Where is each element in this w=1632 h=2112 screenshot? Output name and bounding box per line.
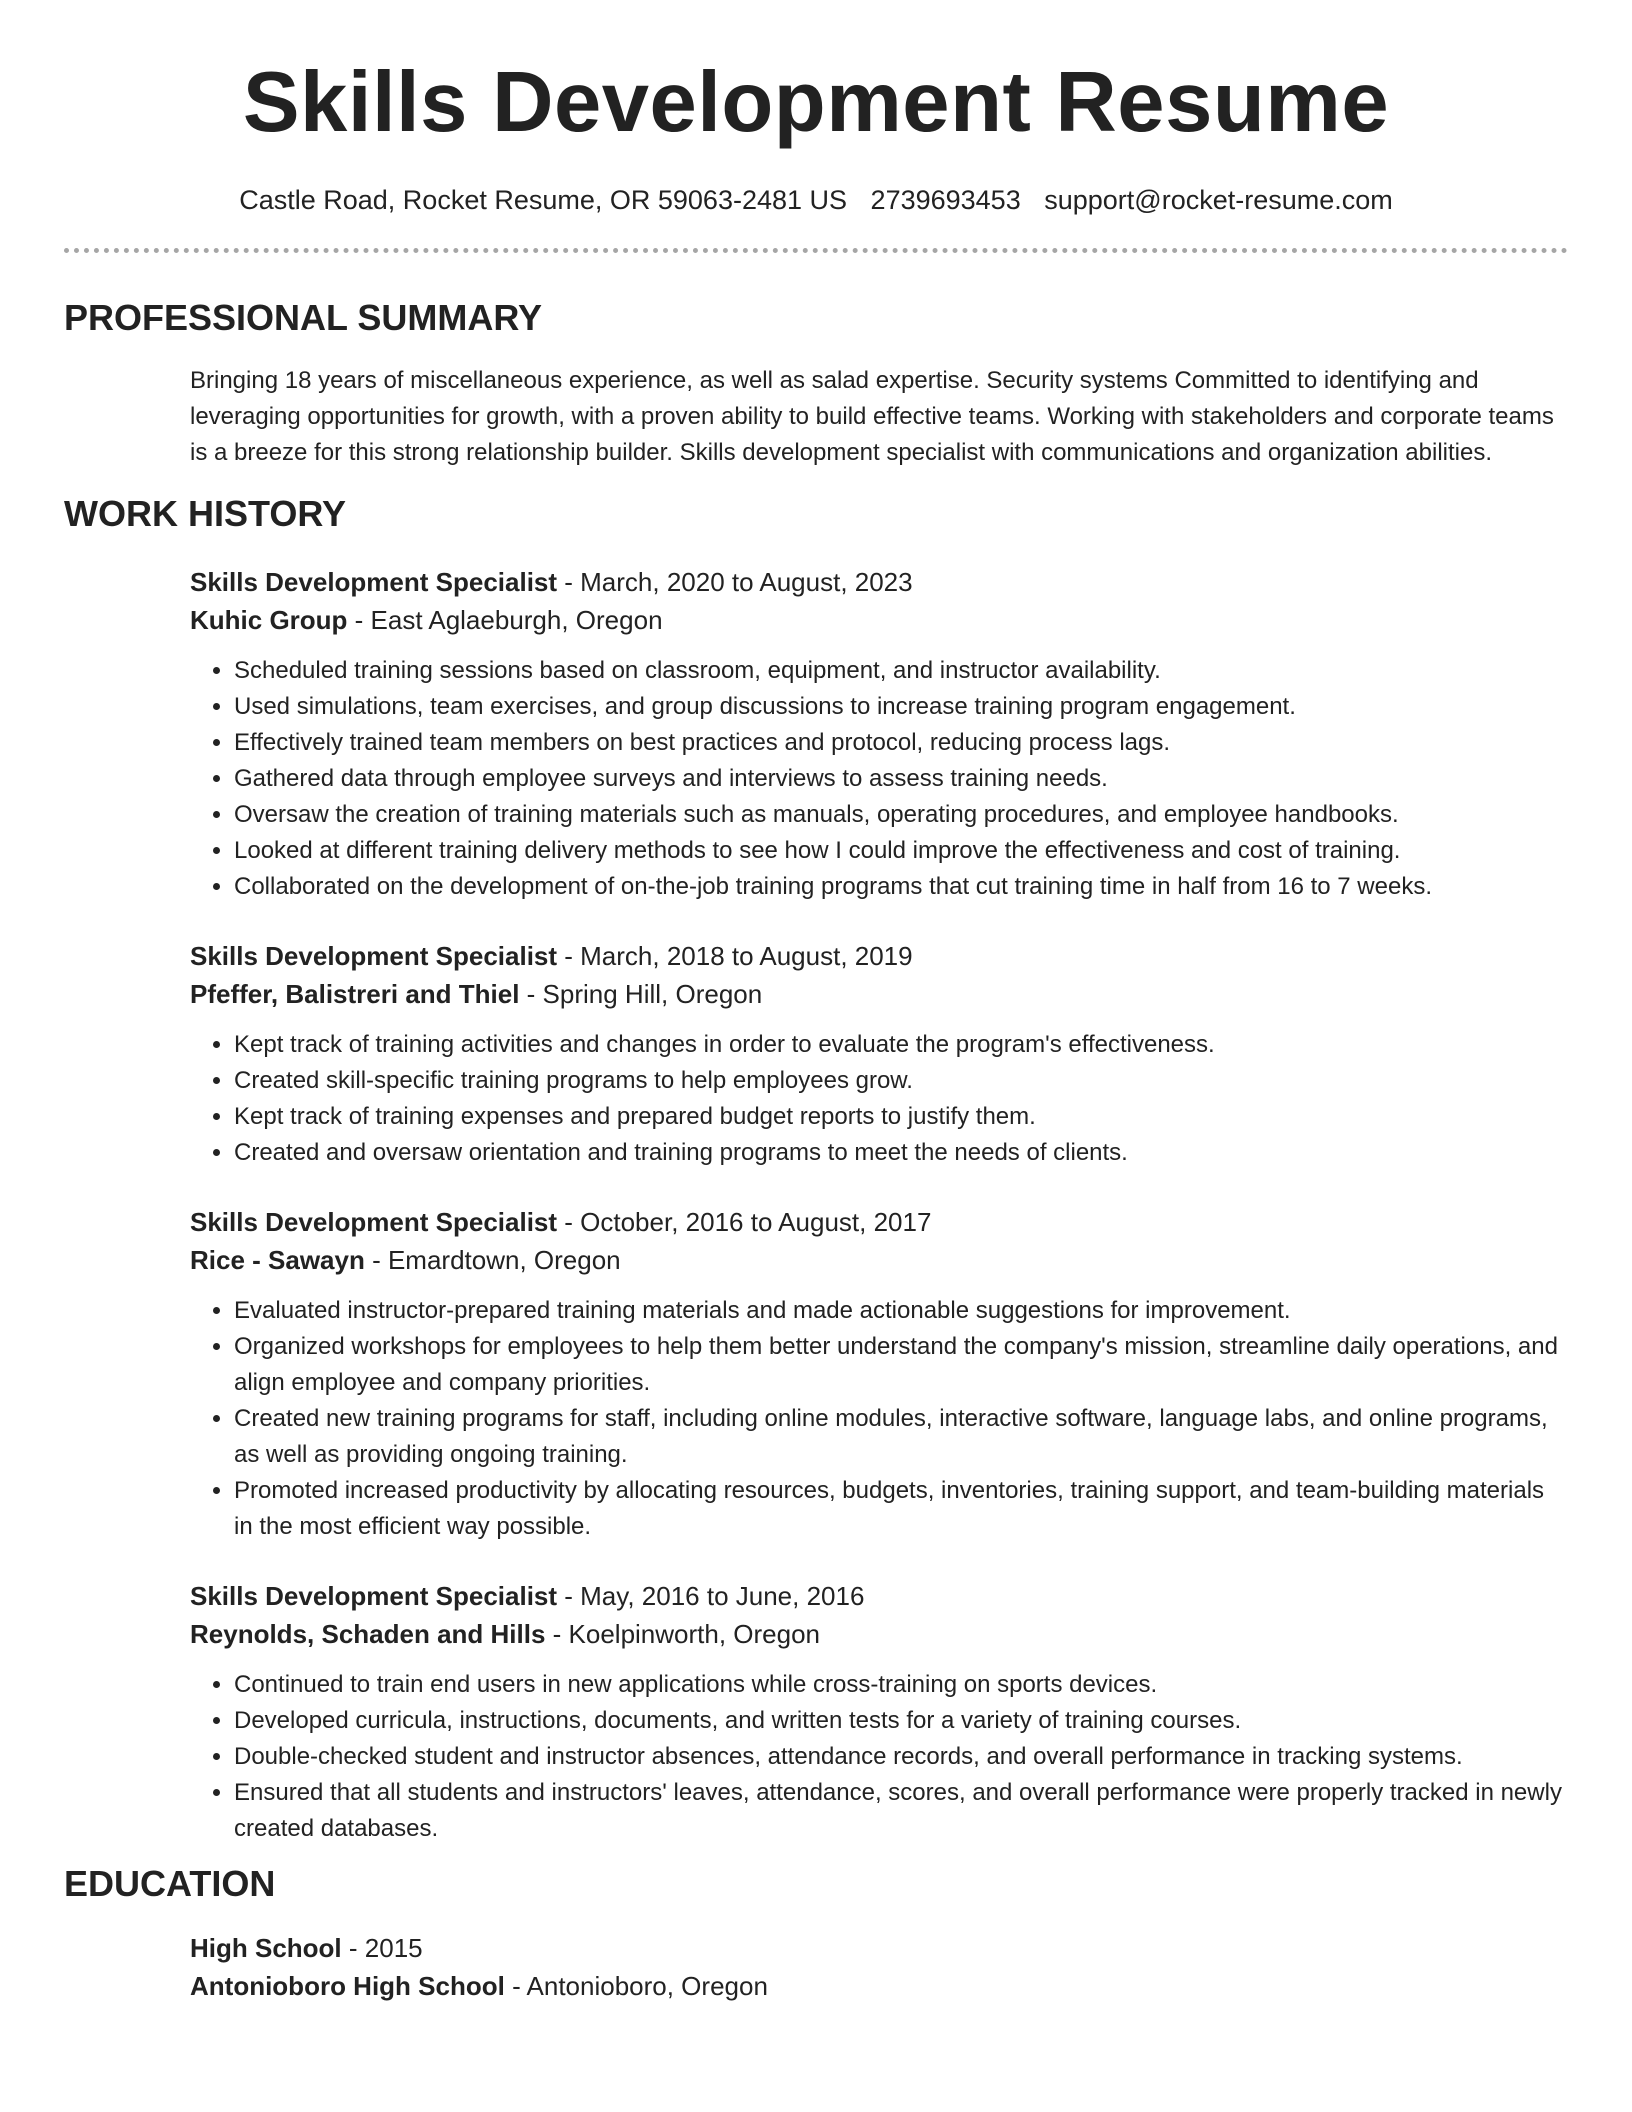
job-company-line bbox=[190, 1615, 1568, 1653]
contact-line bbox=[64, 185, 1568, 216]
job-bullet: • Looked at different training delivery methods to see how I could improve the effectiveness and cost of training. bbox=[234, 833, 1568, 869]
contact-phone: 2739693453 bbox=[870, 185, 1021, 215]
job-bullet: • Collaborated on the development of on-the-job training programs that cut training time in half from 16 to 7 weeks. bbox=[234, 869, 1568, 905]
job-bullet: • Created new training programs for staff, including online modules, interactive software, language labs, and online programs, as well as providing ongoing training. bbox=[234, 1401, 1568, 1473]
job-company: Rice - Sawayn bbox=[190, 1245, 365, 1275]
education-location: - Antonioboro, Oregon bbox=[504, 1971, 768, 2001]
job-bullet: • Created and oversaw orientation and training programs to meet the needs of clients. bbox=[234, 1135, 1568, 1171]
education-degree: High School bbox=[190, 1933, 342, 1963]
job-company-line bbox=[190, 601, 1568, 639]
job-title: Skills Development Specialist bbox=[190, 941, 558, 971]
job-bullets bbox=[190, 653, 1568, 905]
job-bullet: • Oversaw the creation of training materials such as manuals, operating procedures, and employee handbooks. bbox=[234, 797, 1568, 833]
job-company: Pfeffer, Balistreri and Thiel bbox=[190, 979, 520, 1009]
job-company-line bbox=[190, 975, 1568, 1013]
resume-title: Skills Development Resume bbox=[242, 55, 1390, 150]
job-bullet: • Organized workshops for employees to help them better understand the company's mission, streamline daily operations, and align employee and company priorities. bbox=[234, 1329, 1568, 1401]
job-bullet: • Evaluated instructor-prepared training materials and made actionable suggestions for improvement. bbox=[234, 1293, 1568, 1329]
job-dates: - May, 2016 to June, 2016 bbox=[557, 1581, 865, 1611]
job-entry bbox=[190, 1203, 1568, 1545]
job-bullets bbox=[190, 1027, 1568, 1171]
resume-page bbox=[64, 0, 1568, 2005]
job-location: - Spring Hill, Oregon bbox=[519, 979, 763, 1009]
education-school-line bbox=[190, 1967, 1568, 2005]
work-history-heading: WORK HISTORY bbox=[64, 493, 347, 534]
job-entry bbox=[190, 1577, 1568, 1847]
job-bullet: • Developed curricula, instructions, documents, and written tests for a variety of training courses. bbox=[234, 1703, 1568, 1739]
header-divider bbox=[64, 248, 1568, 253]
job-bullet: • Created skill-specific training programs to help employees grow. bbox=[234, 1063, 1568, 1099]
job-bullet: • Kept track of training activities and changes in order to evaluate the program's effectiveness. bbox=[234, 1027, 1568, 1063]
summary-heading: PROFESSIONAL SUMMARY bbox=[64, 297, 543, 338]
job-bullet: • Double-checked student and instructor absences, attendance records, and overall performance in tracking systems. bbox=[234, 1739, 1568, 1775]
job-bullet: • Ensured that all students and instructors' leaves, attendance, scores, and overall performance were properly tracked in newly created databases. bbox=[234, 1775, 1568, 1847]
job-title: Skills Development Specialist bbox=[190, 567, 558, 597]
job-bullet: • Continued to train end users in new applications while cross-training on sports devices. bbox=[234, 1667, 1568, 1703]
job-title: Skills Development Specialist bbox=[190, 1207, 558, 1237]
job-location: - Koelpinworth, Oregon bbox=[545, 1619, 821, 1649]
job-dates: - March, 2018 to August, 2019 bbox=[557, 941, 913, 971]
job-bullet: • Promoted increased productivity by allocating resources, budgets, inventories, training support, and team-building materials in the most efficient way possible. bbox=[234, 1473, 1568, 1545]
job-bullet: • Effectively trained team members on best practices and protocol, reducing process lags. bbox=[234, 725, 1568, 761]
job-title: Skills Development Specialist bbox=[190, 1581, 558, 1611]
education-year: - 2015 bbox=[341, 1933, 423, 1963]
job-location: - East Aglaeburgh, Oregon bbox=[347, 605, 663, 635]
job-title-line bbox=[190, 563, 1568, 601]
job-location: - Emardtown, Oregon bbox=[364, 1245, 621, 1275]
education-school: Antonioboro High School bbox=[190, 1971, 505, 2001]
job-bullet: • Gathered data through employee surveys and interviews to assess training needs. bbox=[234, 761, 1568, 797]
job-company-line bbox=[190, 1241, 1568, 1279]
job-bullet: • Used simulations, team exercises, and group discussions to increase training program engagement. bbox=[234, 689, 1568, 725]
education-degree-line bbox=[190, 1929, 1568, 1967]
job-bullet: • Scheduled training sessions based on classroom, equipment, and instructor availability. bbox=[234, 653, 1568, 689]
job-company: Kuhic Group bbox=[190, 605, 348, 635]
summary-text: Bringing 18 years of miscellaneous experience, as well as salad expertise. Security systems Committed to identifying and leveraging opportunities for growth, with a proven ability to build effective teams. Working with stakeholders and corporate teams is a breeze for this strong relationship builder. Skills development specialist with communications and organization abilities. bbox=[190, 367, 1554, 466]
contact-address: Castle Road, Rocket Resume, OR 59063-2481 US bbox=[239, 185, 848, 215]
job-company: Reynolds, Schaden and Hills bbox=[190, 1619, 546, 1649]
job-bullets bbox=[190, 1293, 1568, 1545]
job-title-line bbox=[190, 1577, 1568, 1615]
job-bullet: • Kept track of training expenses and prepared budget reports to justify them. bbox=[234, 1099, 1568, 1135]
job-title-line bbox=[190, 1203, 1568, 1241]
job-entry bbox=[190, 937, 1568, 1171]
job-entry bbox=[190, 563, 1568, 905]
education-entry bbox=[190, 1929, 1568, 2005]
job-title-line bbox=[190, 937, 1568, 975]
job-bullets bbox=[190, 1667, 1568, 1847]
education-heading: EDUCATION bbox=[64, 1863, 276, 1904]
job-dates: - March, 2020 to August, 2023 bbox=[557, 567, 913, 597]
job-dates: - October, 2016 to August, 2017 bbox=[557, 1207, 932, 1237]
contact-email: support@rocket-resume.com bbox=[1044, 185, 1393, 215]
